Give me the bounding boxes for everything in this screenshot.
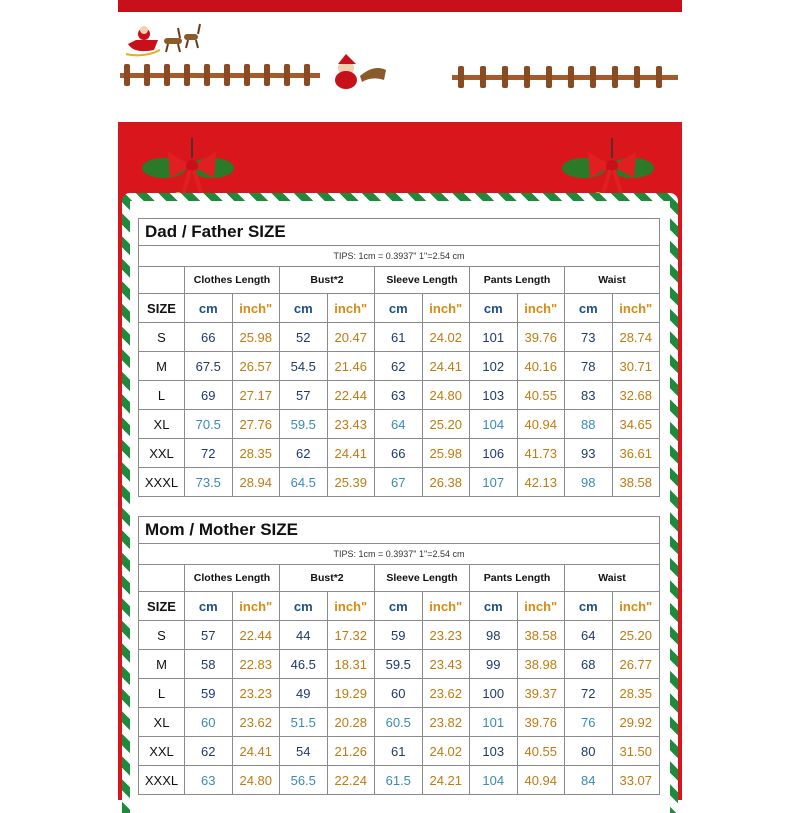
inch-value-cell: 28.94 [232,468,280,497]
cm-value-cell: 70.5 [185,410,233,439]
cm-value-cell: 101 [470,323,518,352]
unit-inch: inch" [612,294,660,323]
cm-value-cell: 54 [280,737,328,766]
cm-value-cell: 62 [185,737,233,766]
cm-value-cell: 51.5 [280,708,328,737]
cm-value-cell: 100 [470,679,518,708]
col-group-clothes-length: Clothes Length [185,267,280,294]
inch-value-cell: 24.21 [422,766,470,795]
inch-value-cell: 39.76 [517,708,565,737]
cm-value-cell: 72 [185,439,233,468]
unit-inch: inch" [327,294,375,323]
unit-cm: cm [470,592,518,621]
table-row [139,381,660,410]
inch-value-cell: 25.39 [327,468,375,497]
size-cell: XL [139,410,185,439]
unit-cm: cm [565,592,613,621]
blank-corner [139,565,185,592]
inch-value-cell: 38.58 [517,621,565,650]
inch-value-cell: 20.28 [327,708,375,737]
table-row [139,352,660,381]
cm-value-cell: 57 [185,621,233,650]
size-cell: L [139,381,185,410]
size-cell: XXL [139,737,185,766]
cm-value-cell: 104 [470,410,518,439]
table-row [139,708,660,737]
cm-value-cell: 63 [185,766,233,795]
table-row [139,410,660,439]
inch-value-cell: 33.07 [612,766,660,795]
col-group-pants-length: Pants Length [470,565,565,592]
cm-value-cell: 67 [375,468,423,497]
inch-value-cell: 28.35 [612,679,660,708]
cm-value-cell: 66 [185,323,233,352]
inch-value-cell: 40.55 [517,737,565,766]
snow-drip-edge [118,96,682,136]
col-group-waist: Waist [565,565,660,592]
cm-value-cell: 103 [470,737,518,766]
cm-value-cell: 88 [565,410,613,439]
col-group-bust: Bust*2 [280,267,375,294]
col-group-clothes-length: Clothes Length [185,565,280,592]
inch-value-cell: 24.02 [422,323,470,352]
fence-icon-right [452,66,678,92]
size-cell: M [139,352,185,381]
unit-inch: inch" [422,294,470,323]
cm-value-cell: 52 [280,323,328,352]
inch-value-cell: 25.98 [422,439,470,468]
cm-value-cell: 59 [375,621,423,650]
col-group-bust: Bust*2 [280,565,375,592]
inch-value-cell: 39.37 [517,679,565,708]
cm-value-cell: 62 [280,439,328,468]
table-title: Dad / Father SIZE [139,219,660,246]
inch-value-cell: 23.43 [422,650,470,679]
inch-value-cell: 36.61 [612,439,660,468]
inch-value-cell: 39.76 [517,323,565,352]
cm-value-cell: 57 [280,381,328,410]
inch-value-cell: 40.94 [517,766,565,795]
cm-value-cell: 72 [565,679,613,708]
unit-inch: inch" [612,592,660,621]
inch-value-cell: 23.62 [422,679,470,708]
cm-value-cell: 67.5 [185,352,233,381]
inch-value-cell: 24.80 [232,766,280,795]
inch-value-cell: 26.77 [612,650,660,679]
cm-value-cell: 59.5 [375,650,423,679]
size-cell: XXXL [139,766,185,795]
unit-inch: inch" [517,294,565,323]
unit-inch: inch" [232,592,280,621]
inch-value-cell: 23.43 [327,410,375,439]
mom-size-table [138,516,660,795]
size-cell: XXXL [139,468,185,497]
cm-value-cell: 101 [470,708,518,737]
inch-value-cell: 31.50 [612,737,660,766]
cm-value-cell: 64 [565,621,613,650]
unit-cm: cm [375,294,423,323]
table-row [139,766,660,795]
size-cell: XXL [139,439,185,468]
cm-value-cell: 54.5 [280,352,328,381]
inch-value-cell: 24.41 [232,737,280,766]
cm-value-cell: 78 [565,352,613,381]
unit-inch: inch" [327,592,375,621]
inch-value-cell: 19.29 [327,679,375,708]
inch-value-cell: 21.26 [327,737,375,766]
size-header: SIZE [139,294,185,323]
inch-value-cell: 22.24 [327,766,375,795]
table-row [139,621,660,650]
inch-value-cell: 23.23 [232,679,280,708]
size-cell: L [139,679,185,708]
cm-value-cell: 83 [565,381,613,410]
size-cell: M [139,650,185,679]
col-group-sleeve-length: Sleeve Length [375,267,470,294]
unit-cm: cm [375,592,423,621]
table-row [139,439,660,468]
inch-value-cell: 26.57 [232,352,280,381]
dad-rows [139,323,660,497]
unit-cm: cm [185,592,233,621]
size-cell: S [139,323,185,352]
inch-value-cell: 25.98 [232,323,280,352]
inch-value-cell: 25.20 [422,410,470,439]
santa-icon [330,54,390,90]
inch-value-cell: 27.17 [232,381,280,410]
inch-value-cell: 32.68 [612,381,660,410]
table-title: Mom / Mother SIZE [139,517,660,544]
cm-value-cell: 98 [565,468,613,497]
size-cell: S [139,621,185,650]
inch-value-cell: 22.83 [232,650,280,679]
inch-value-cell: 24.41 [422,352,470,381]
unit-cm: cm [280,592,328,621]
sleigh-reindeer-icon [124,14,204,58]
col-group-pants-length: Pants Length [470,267,565,294]
inch-value-cell: 41.73 [517,439,565,468]
cm-value-cell: 63 [375,381,423,410]
cm-value-cell: 61 [375,737,423,766]
cm-value-cell: 46.5 [280,650,328,679]
inch-value-cell: 34.65 [612,410,660,439]
tips-text: TIPS: 1cm = 0.3937" 1"=2.54 cm [139,246,660,267]
blank-corner [139,267,185,294]
cm-value-cell: 84 [565,766,613,795]
cm-value-cell: 44 [280,621,328,650]
unit-inch: inch" [422,592,470,621]
inch-value-cell: 30.71 [612,352,660,381]
inch-value-cell: 20.47 [327,323,375,352]
inch-value-cell: 38.58 [612,468,660,497]
cm-value-cell: 93 [565,439,613,468]
col-group-waist: Waist [565,267,660,294]
inch-value-cell: 40.94 [517,410,565,439]
unit-cm: cm [470,294,518,323]
unit-inch: inch" [517,592,565,621]
unit-cm: cm [280,294,328,323]
cm-value-cell: 56.5 [280,766,328,795]
inch-value-cell: 18.31 [327,650,375,679]
cm-value-cell: 98 [470,621,518,650]
cm-value-cell: 59.5 [280,410,328,439]
cm-value-cell: 60 [375,679,423,708]
inch-value-cell: 42.13 [517,468,565,497]
unit-cm: cm [565,294,613,323]
cm-value-cell: 64 [375,410,423,439]
cm-value-cell: 107 [470,468,518,497]
inch-value-cell: 26.38 [422,468,470,497]
cm-value-cell: 61.5 [375,766,423,795]
cm-value-cell: 103 [470,381,518,410]
inch-value-cell: 28.35 [232,439,280,468]
size-header: SIZE [139,592,185,621]
table-row [139,679,660,708]
unit-cm: cm [185,294,233,323]
top-strip [118,0,682,12]
cm-value-cell: 99 [470,650,518,679]
col-group-sleeve-length: Sleeve Length [375,565,470,592]
cm-value-cell: 106 [470,439,518,468]
cm-value-cell: 58 [185,650,233,679]
inch-value-cell: 24.80 [422,381,470,410]
inch-value-cell: 29.92 [612,708,660,737]
tips-text: TIPS: 1cm = 0.3937" 1"=2.54 cm [139,544,660,565]
inch-value-cell: 40.16 [517,352,565,381]
cm-value-cell: 59 [185,679,233,708]
inch-value-cell: 24.02 [422,737,470,766]
inch-value-cell: 40.55 [517,381,565,410]
cm-value-cell: 49 [280,679,328,708]
inch-value-cell: 22.44 [327,381,375,410]
cm-value-cell: 66 [375,439,423,468]
inch-value-cell: 22.44 [232,621,280,650]
cm-value-cell: 68 [565,650,613,679]
inch-value-cell: 28.74 [612,323,660,352]
table-row [139,737,660,766]
cm-value-cell: 104 [470,766,518,795]
size-cell: XL [139,708,185,737]
cm-value-cell: 60.5 [375,708,423,737]
inch-value-cell: 24.41 [327,439,375,468]
table-row [139,323,660,352]
inch-value-cell: 17.32 [327,621,375,650]
table-row [139,650,660,679]
inch-value-cell: 21.46 [327,352,375,381]
cm-value-cell: 80 [565,737,613,766]
cm-value-cell: 61 [375,323,423,352]
cm-value-cell: 62 [375,352,423,381]
cm-value-cell: 73.5 [185,468,233,497]
cm-value-cell: 69 [185,381,233,410]
cm-value-cell: 102 [470,352,518,381]
mom-rows [139,621,660,795]
inch-value-cell: 23.23 [422,621,470,650]
dad-size-table [138,218,660,497]
inch-value-cell: 27.76 [232,410,280,439]
unit-inch: inch" [232,294,280,323]
inch-value-cell: 25.20 [612,621,660,650]
cm-value-cell: 76 [565,708,613,737]
inch-value-cell: 23.82 [422,708,470,737]
table-row [139,468,660,497]
inch-value-cell: 23.62 [232,708,280,737]
fence-icon-left [120,64,320,90]
cm-value-cell: 64.5 [280,468,328,497]
cm-value-cell: 60 [185,708,233,737]
cm-value-cell: 73 [565,323,613,352]
inch-value-cell: 38.98 [517,650,565,679]
